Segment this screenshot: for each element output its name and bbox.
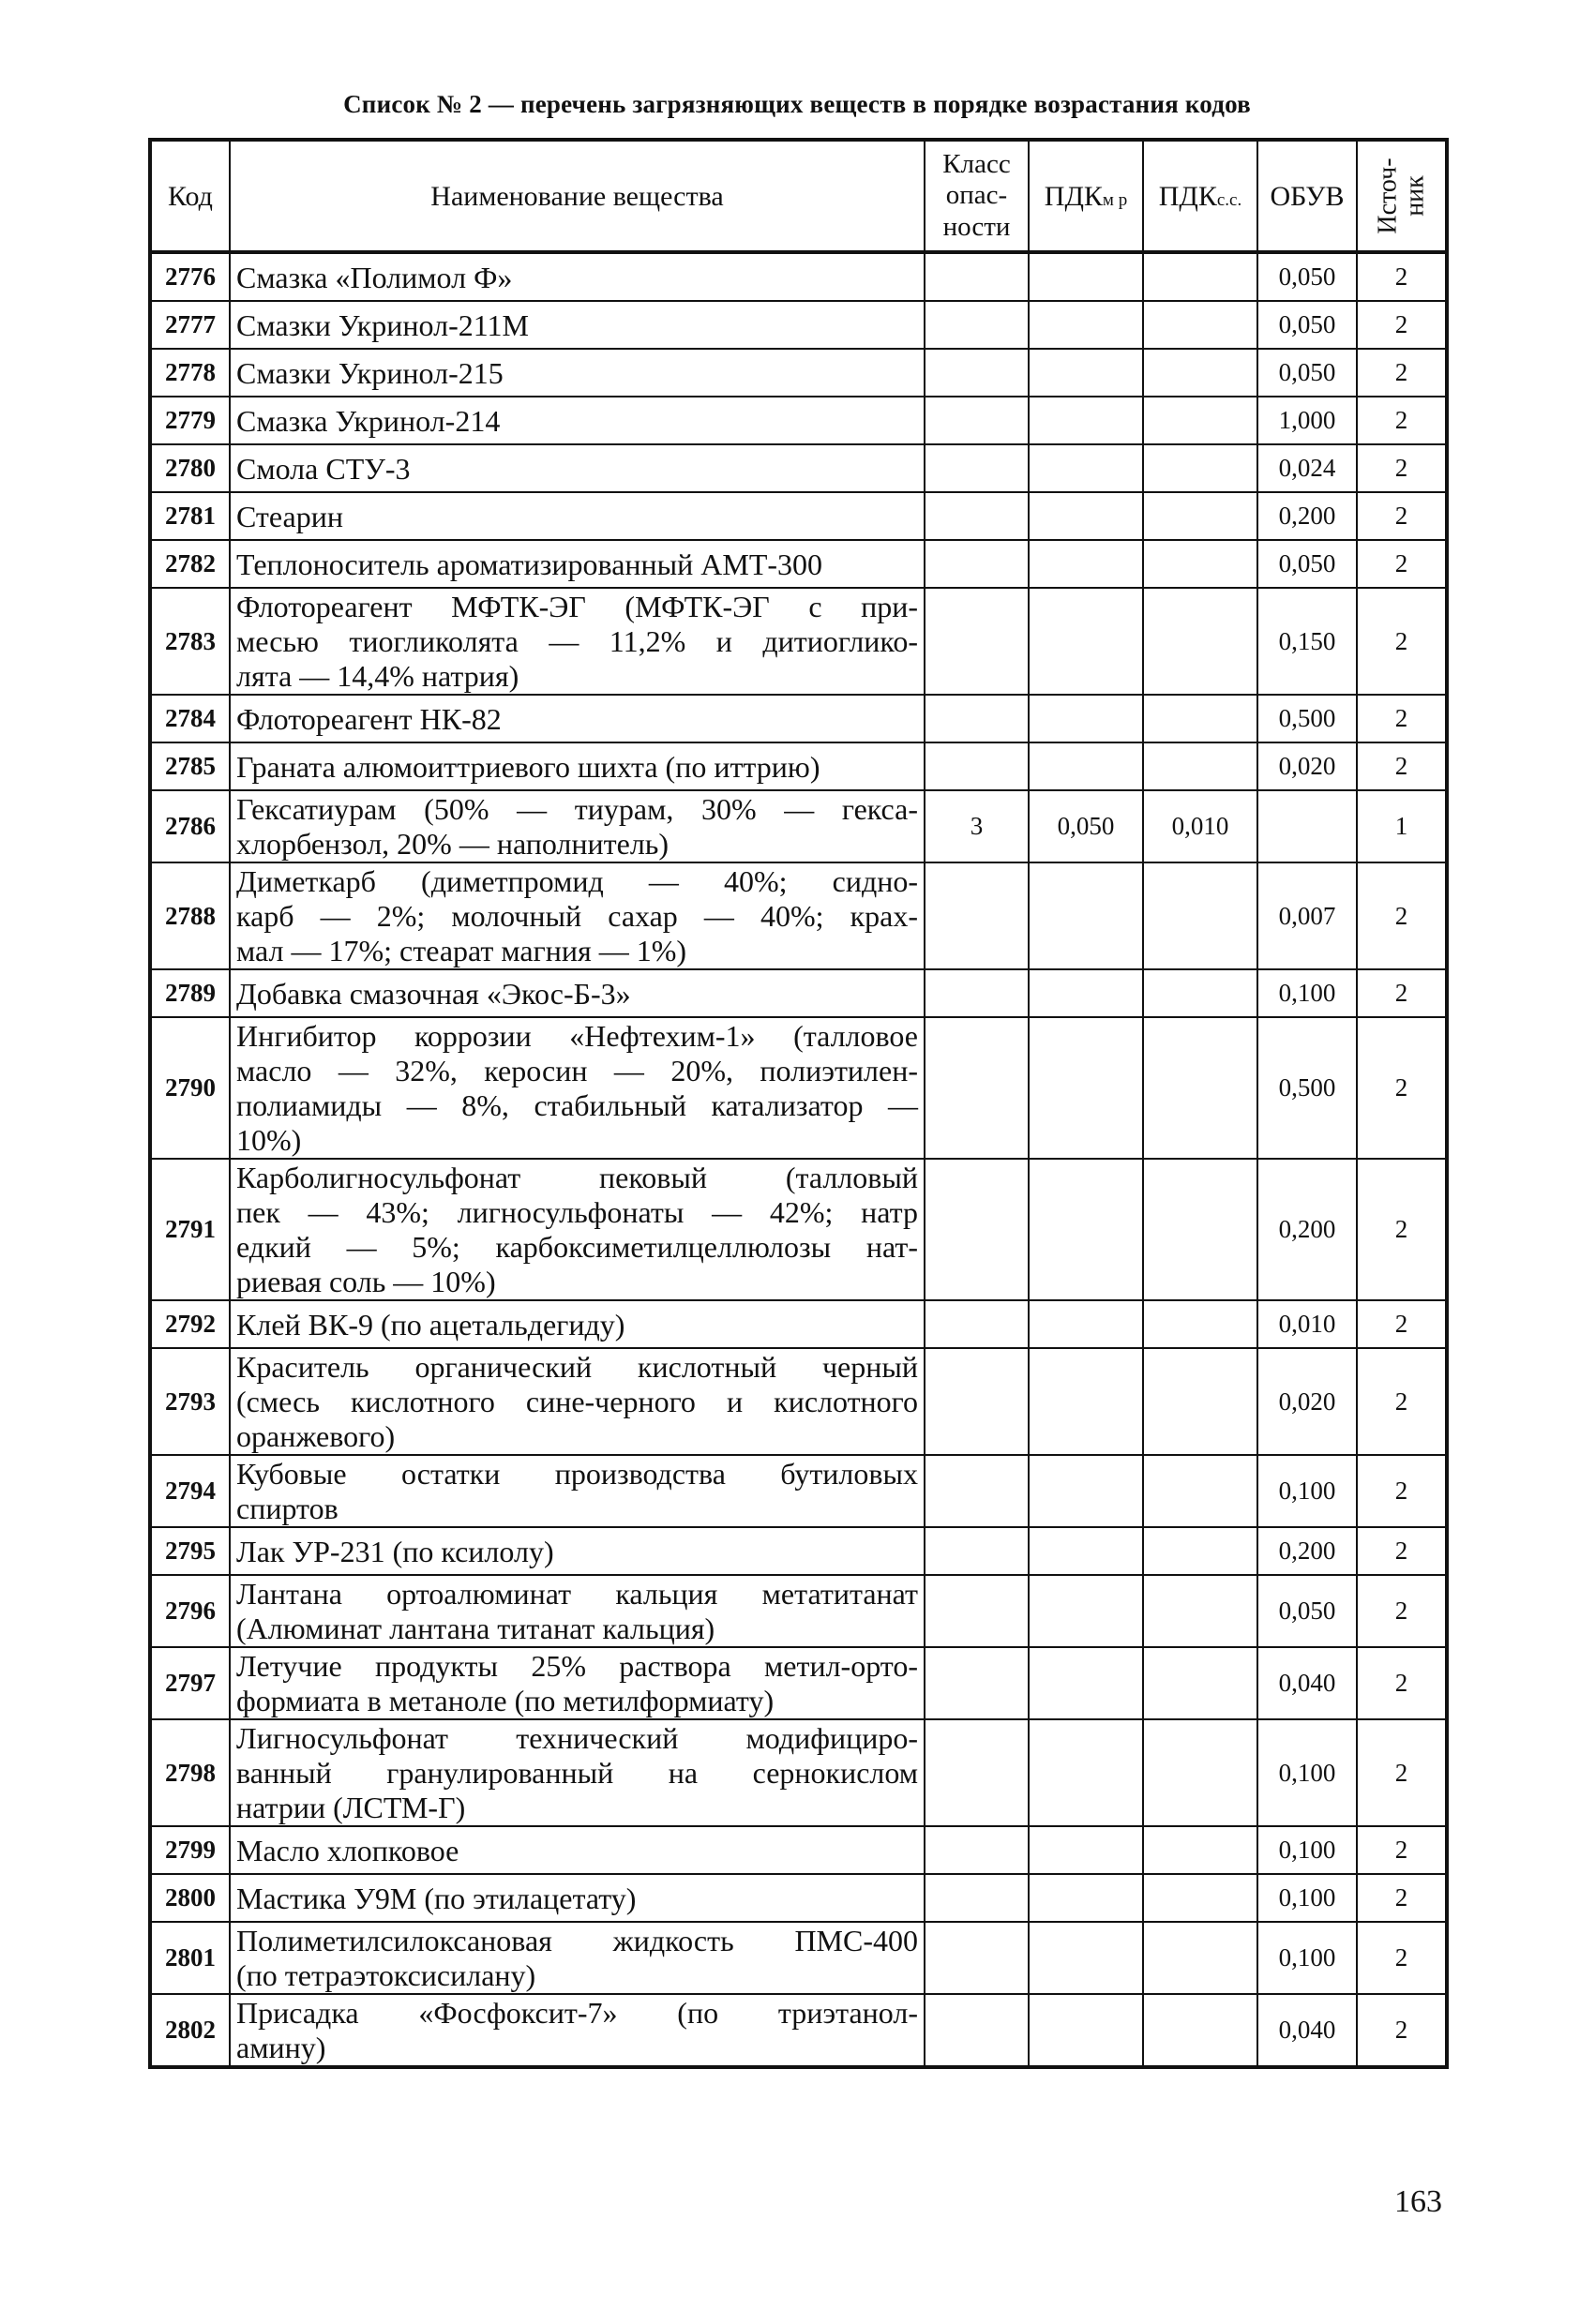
- row-pdk-ss: [1143, 588, 1257, 695]
- table-row: [152, 588, 1445, 695]
- row-hazard-class: [925, 252, 1029, 301]
- row-name-line: натрии (ЛСТМ-Г): [236, 1791, 466, 1824]
- row-pdk-mr: [1029, 1300, 1143, 1348]
- row-pdk-mr: [1029, 1874, 1143, 1922]
- row-name-line: Флотореагент МФТК-ЭГ (МФТК-ЭГ с при-: [236, 590, 918, 623]
- row-code: 2777: [152, 301, 230, 349]
- row-pdk-mr: [1029, 1455, 1143, 1527]
- row-name-line: оранжевого): [236, 1419, 396, 1453]
- row-code: 2798: [152, 1719, 230, 1826]
- row-pdk-ss: [1143, 695, 1257, 742]
- row-name: [230, 862, 925, 969]
- row-source: 2: [1357, 742, 1445, 790]
- row-code: 2778: [152, 349, 230, 397]
- row-pdk-mr: [1029, 1994, 1143, 2065]
- row-source: 2: [1357, 1922, 1445, 1994]
- table-body: [152, 252, 1445, 2065]
- row-code: 2795: [152, 1527, 230, 1575]
- row-name: [230, 1300, 925, 1348]
- row-source: 1: [1357, 790, 1445, 862]
- row-obuv: 0,050: [1257, 252, 1357, 301]
- row-name: [230, 252, 925, 301]
- row-obuv: 0,007: [1257, 862, 1357, 969]
- row-pdk-mr: [1029, 1719, 1143, 1826]
- table-row: [152, 862, 1445, 969]
- header-row: [152, 142, 1445, 252]
- row-obuv: 0,500: [1257, 1017, 1357, 1159]
- row-code: 2786: [152, 790, 230, 862]
- row-hazard-class: [925, 1159, 1029, 1300]
- row-obuv: 0,050: [1257, 540, 1357, 588]
- row-pdk-mr: [1029, 742, 1143, 790]
- row-obuv: 0,200: [1257, 1527, 1357, 1575]
- row-source: 2: [1357, 540, 1445, 588]
- table-row: [152, 252, 1445, 301]
- row-name: [230, 1719, 925, 1826]
- row-name-line: спиртов: [236, 1492, 339, 1525]
- row-source: 2: [1357, 492, 1445, 540]
- row-name-line: Масло хлопковое: [236, 1833, 459, 1867]
- row-source: 2: [1357, 1455, 1445, 1527]
- row-obuv: 0,500: [1257, 695, 1357, 742]
- row-name: [230, 397, 925, 444]
- row-pdk-mr: [1029, 1348, 1143, 1455]
- table-row: [152, 444, 1445, 492]
- row-source: 2: [1357, 862, 1445, 969]
- row-pdk-mr: [1029, 444, 1143, 492]
- row-name-line: 10%): [236, 1123, 302, 1157]
- header-pdk-mr-sub: м р: [1102, 189, 1128, 210]
- table-row: [152, 1575, 1445, 1647]
- row-name-line: амину): [236, 2031, 326, 2064]
- table-row: [152, 1527, 1445, 1575]
- table-row: [152, 492, 1445, 540]
- row-pdk-ss: [1143, 862, 1257, 969]
- row-pdk-ss: [1143, 301, 1257, 349]
- row-pdk-ss: [1143, 397, 1257, 444]
- table-row: [152, 695, 1445, 742]
- table-row: [152, 1348, 1445, 1455]
- row-name-line: Смазка «Полимол Ф»: [236, 260, 513, 294]
- row-code: 2801: [152, 1922, 230, 1994]
- row-name-line: Лигносульфонат технический модифициро-: [236, 1721, 918, 1755]
- row-name-line: Мастика У9М (по этилацетату): [236, 1881, 637, 1915]
- row-name-line: полиамиды — 8%, стабильный катализатор —: [236, 1088, 918, 1122]
- row-name-line: Полиметилсилоксановая жидкость ПМС-400: [236, 1924, 918, 1957]
- row-obuv: 0,100: [1257, 1719, 1357, 1826]
- row-pdk-mr: [1029, 397, 1143, 444]
- row-hazard-class: [925, 1719, 1029, 1826]
- row-name: [230, 695, 925, 742]
- row-name: [230, 1647, 925, 1719]
- row-name-line: пек — 43%; лигносульфонаты — 42%; натр: [236, 1195, 918, 1229]
- row-source: 2: [1357, 1527, 1445, 1575]
- row-code: 2776: [152, 252, 230, 301]
- header-name: Наименование вещества: [230, 142, 925, 252]
- row-name: [230, 1922, 925, 1994]
- row-pdk-ss: [1143, 1527, 1257, 1575]
- table-row: [152, 1994, 1445, 2065]
- row-code: 2791: [152, 1159, 230, 1300]
- row-obuv: 1,000: [1257, 397, 1357, 444]
- row-name-line: Смазки Укринол-215: [236, 355, 504, 390]
- table-row: [152, 1647, 1445, 1719]
- row-pdk-ss: [1143, 1300, 1257, 1348]
- row-name-line: Смазки Укринол-211М: [236, 307, 529, 342]
- row-code: 2785: [152, 742, 230, 790]
- row-obuv: 0,020: [1257, 1348, 1357, 1455]
- row-source: 2: [1357, 444, 1445, 492]
- row-code: 2790: [152, 1017, 230, 1159]
- row-hazard-class: [925, 1994, 1029, 2065]
- row-pdk-mr: [1029, 1647, 1143, 1719]
- row-obuv: 0,050: [1257, 301, 1357, 349]
- row-name: [230, 1575, 925, 1647]
- row-source: 2: [1357, 1994, 1445, 2065]
- row-obuv: 0,200: [1257, 492, 1357, 540]
- row-pdk-mr: [1029, 588, 1143, 695]
- row-code: 2802: [152, 1994, 230, 2065]
- row-pdk-mr: [1029, 301, 1143, 349]
- table-row: [152, 1300, 1445, 1348]
- row-hazard-class: [925, 444, 1029, 492]
- row-obuv: 0,100: [1257, 1874, 1357, 1922]
- row-code: 2780: [152, 444, 230, 492]
- table-row: [152, 1826, 1445, 1874]
- row-name-line: Теплоноситель ароматизированный АМТ-300: [236, 547, 823, 581]
- row-code: 2796: [152, 1575, 230, 1647]
- row-name-line: формиата в метаноле (по метилформиату): [236, 1684, 775, 1717]
- row-pdk-ss: [1143, 1348, 1257, 1455]
- table-row: [152, 1455, 1445, 1527]
- header-pdk-ss: [1143, 142, 1257, 252]
- row-name: [230, 969, 925, 1017]
- row-name: [230, 1994, 925, 2065]
- row-hazard-class: [925, 492, 1029, 540]
- row-pdk-ss: [1143, 1874, 1257, 1922]
- row-pdk-ss: [1143, 1017, 1257, 1159]
- table-row: [152, 1922, 1445, 1994]
- row-hazard-class: [925, 397, 1029, 444]
- row-source: 2: [1357, 1719, 1445, 1826]
- row-hazard-class: [925, 349, 1029, 397]
- row-pdk-ss: [1143, 540, 1257, 588]
- table-row: [152, 790, 1445, 862]
- row-obuv: 0,050: [1257, 1575, 1357, 1647]
- row-pdk-ss: [1143, 252, 1257, 301]
- row-name-line: Гексатиурам (50% — тиурам, 30% — гекса-: [236, 792, 918, 826]
- row-name: [230, 1874, 925, 1922]
- row-source: 2: [1357, 1017, 1445, 1159]
- row-obuv: 0,200: [1257, 1159, 1357, 1300]
- table-row: [152, 1874, 1445, 1922]
- row-obuv: 0,100: [1257, 1922, 1357, 1994]
- row-source: 2: [1357, 397, 1445, 444]
- row-pdk-ss: [1143, 1575, 1257, 1647]
- row-pdk-ss: [1143, 349, 1257, 397]
- row-code: 2799: [152, 1826, 230, 1874]
- row-name: [230, 540, 925, 588]
- row-hazard-class: [925, 301, 1029, 349]
- row-pdk-mr: [1029, 862, 1143, 969]
- table-row: [152, 1719, 1445, 1826]
- row-name: [230, 1527, 925, 1575]
- row-name: [230, 790, 925, 862]
- header-hazard-class-line: Класс: [942, 148, 1011, 179]
- row-hazard-class: [925, 1455, 1029, 1527]
- row-pdk-ss: [1143, 492, 1257, 540]
- row-name: [230, 1017, 925, 1159]
- table-row: [152, 349, 1445, 397]
- header-hazard-class-line: ности: [942, 211, 1011, 242]
- row-name: [230, 492, 925, 540]
- header-hazard-class-line: опас-: [945, 180, 1008, 211]
- row-obuv: 0,020: [1257, 742, 1357, 790]
- table-row: [152, 397, 1445, 444]
- row-source: 2: [1357, 1300, 1445, 1348]
- row-pdk-mr: [1029, 1527, 1143, 1575]
- table-row: [152, 969, 1445, 1017]
- row-pdk-ss: [1143, 969, 1257, 1017]
- row-name-line: Флотореагент НК-82: [236, 701, 502, 736]
- row-code: 2788: [152, 862, 230, 969]
- row-obuv: [1257, 790, 1357, 862]
- header-pdk-ss-main: ПДК: [1158, 180, 1217, 212]
- row-name: [230, 1826, 925, 1874]
- row-source: 2: [1357, 1575, 1445, 1647]
- row-source: 2: [1357, 1874, 1445, 1922]
- row-hazard-class: [925, 1874, 1029, 1922]
- table-row: [152, 301, 1445, 349]
- row-name-line: едкий — 5%; карбоксиметилцеллюлозы нат-: [236, 1230, 918, 1264]
- row-name-line: Кубовые остатки производства бутиловых: [236, 1457, 918, 1491]
- header-pdk-mr: [1029, 142, 1143, 252]
- row-pdk-mr: [1029, 252, 1143, 301]
- row-hazard-class: [925, 540, 1029, 588]
- row-hazard-class: [925, 1575, 1029, 1647]
- row-pdk-mr: [1029, 349, 1143, 397]
- row-name-line: Смола СТУ-3: [236, 451, 411, 486]
- row-name-line: Клей ВК-9 (по ацетальдегиду): [236, 1307, 625, 1342]
- row-name-line: Смазка Укринол-214: [236, 403, 501, 438]
- row-hazard-class: [925, 1017, 1029, 1159]
- row-pdk-mr: [1029, 695, 1143, 742]
- row-obuv: 0,100: [1257, 969, 1357, 1017]
- row-source: 2: [1357, 1348, 1445, 1455]
- row-source: 2: [1357, 301, 1445, 349]
- row-code: 2792: [152, 1300, 230, 1348]
- table-row: [152, 742, 1445, 790]
- row-name-line: Краситель органический кислотный черный: [236, 1350, 918, 1384]
- row-hazard-class: [925, 1300, 1029, 1348]
- row-pdk-mr: 0,050: [1029, 790, 1143, 862]
- row-pdk-ss: [1143, 1719, 1257, 1826]
- row-hazard-class: [925, 695, 1029, 742]
- row-name-line: месью тиогликолята — 11,2% и дитиоглико-: [236, 624, 918, 658]
- substances-table: [148, 138, 1449, 2069]
- row-hazard-class: [925, 742, 1029, 790]
- row-source: 2: [1357, 252, 1445, 301]
- row-code: 2784: [152, 695, 230, 742]
- row-obuv: 0,040: [1257, 1994, 1357, 2065]
- row-source: 2: [1357, 588, 1445, 695]
- row-code: 2789: [152, 969, 230, 1017]
- row-name: [230, 444, 925, 492]
- row-code: 2793: [152, 1348, 230, 1455]
- header-source-line: ник: [1400, 175, 1430, 217]
- row-obuv: 0,024: [1257, 444, 1357, 492]
- row-name-line: Лантана ортоалюминат кальция метатитанат: [236, 1577, 918, 1611]
- header-pdk-ss-sub: с.с.: [1216, 189, 1242, 210]
- row-name-line: Добавка смазочная «Экос-Б-3»: [236, 976, 631, 1011]
- row-name-line: Стеарин: [236, 499, 343, 533]
- row-name-line: Лак УР-231 (по ксилолу): [236, 1534, 554, 1568]
- row-pdk-mr: [1029, 1159, 1143, 1300]
- header-source-line: Источ-: [1373, 157, 1403, 234]
- row-pdk-ss: [1143, 1826, 1257, 1874]
- header-hazard-class: [925, 142, 1029, 252]
- table-row: [152, 1159, 1445, 1300]
- row-name-line: Карболигносульфонат пековый (талловый: [236, 1161, 918, 1194]
- row-code: 2782: [152, 540, 230, 588]
- row-obuv: 0,100: [1257, 1455, 1357, 1527]
- row-pdk-ss: [1143, 1159, 1257, 1300]
- row-name: [230, 588, 925, 695]
- row-name: [230, 742, 925, 790]
- header-code: Код: [152, 142, 230, 252]
- header-pdk-mr-main: ПДК: [1044, 180, 1103, 212]
- header-obuv: ОБУВ: [1257, 142, 1357, 252]
- row-obuv: 0,150: [1257, 588, 1357, 695]
- page-title: Список № 2 — перечень загрязняющих веществ в порядке возрастания кодов: [343, 90, 1251, 118]
- row-source: 2: [1357, 969, 1445, 1017]
- row-source: 2: [1357, 1826, 1445, 1874]
- row-source: 2: [1357, 1647, 1445, 1719]
- table-row: [152, 1017, 1445, 1159]
- row-hazard-class: 3: [925, 790, 1029, 862]
- row-hazard-class: [925, 1922, 1029, 1994]
- row-name: [230, 301, 925, 349]
- row-name: [230, 1455, 925, 1527]
- row-code: 2800: [152, 1874, 230, 1922]
- row-pdk-mr: [1029, 492, 1143, 540]
- row-name-line: ванный гранулированный на сернокислом: [236, 1756, 918, 1790]
- row-obuv: 0,050: [1257, 349, 1357, 397]
- row-name: [230, 1348, 925, 1455]
- row-hazard-class: [925, 969, 1029, 1017]
- row-name: [230, 349, 925, 397]
- row-hazard-class: [925, 862, 1029, 969]
- row-name-line: хлорбензол, 20% — наполнитель): [236, 827, 670, 861]
- row-name-line: (смесь кислотного сине-черного и кислотного: [236, 1385, 918, 1418]
- row-name-line: Диметкарб (диметпромид — 40%; сидно-: [236, 864, 918, 898]
- row-name-line: Летучие продукты 25% раствора метил-орто-: [236, 1649, 918, 1683]
- row-code: 2781: [152, 492, 230, 540]
- row-code: 2779: [152, 397, 230, 444]
- row-obuv: 0,100: [1257, 1826, 1357, 1874]
- row-pdk-mr: [1029, 969, 1143, 1017]
- row-pdk-ss: [1143, 1647, 1257, 1719]
- row-hazard-class: [925, 1826, 1029, 1874]
- row-hazard-class: [925, 588, 1029, 695]
- row-source: 2: [1357, 349, 1445, 397]
- row-code: 2797: [152, 1647, 230, 1719]
- page-number: 163: [1394, 2184, 1442, 2219]
- row-pdk-ss: [1143, 1922, 1257, 1994]
- row-pdk-ss: [1143, 1455, 1257, 1527]
- row-obuv: 0,010: [1257, 1300, 1357, 1348]
- row-pdk-mr: [1029, 540, 1143, 588]
- row-name-line: Граната алюмоиттриевого шихта (по иттрию): [236, 749, 820, 784]
- row-pdk-ss: 0,010: [1143, 790, 1257, 862]
- row-hazard-class: [925, 1527, 1029, 1575]
- row-name: [230, 1159, 925, 1300]
- row-name-line: Присадка «Фосфоксит-7» (по триэтанол-: [236, 1996, 918, 2030]
- row-pdk-mr: [1029, 1922, 1143, 1994]
- row-source: 2: [1357, 1159, 1445, 1300]
- row-name-line: мал — 17%; стеарат магния — 1%): [236, 934, 687, 967]
- row-name-line: лята — 14,4% натрия): [236, 659, 519, 693]
- header-source: [1357, 142, 1445, 252]
- row-pdk-ss: [1143, 1994, 1257, 2065]
- row-code: 2794: [152, 1455, 230, 1527]
- row-name-line: Ингибитор коррозии «Нефтехим-1» (талловое: [236, 1019, 918, 1053]
- row-pdk-mr: [1029, 1017, 1143, 1159]
- row-name-line: риевая соль — 10%): [236, 1265, 496, 1298]
- row-hazard-class: [925, 1348, 1029, 1455]
- row-pdk-ss: [1143, 444, 1257, 492]
- row-name-line: масло — 32%, керосин — 20%, полиэтилен-: [236, 1054, 918, 1087]
- row-pdk-ss: [1143, 742, 1257, 790]
- row-name-line: карб — 2%; молочный сахар — 40%; крах-: [236, 899, 918, 933]
- row-hazard-class: [925, 1647, 1029, 1719]
- table-row: [152, 540, 1445, 588]
- row-code: 2783: [152, 588, 230, 695]
- row-name-line: (по тетраэтоксисилану): [236, 1958, 536, 1992]
- row-name-line: (Алюминат лантана титанат кальция): [236, 1612, 715, 1645]
- row-source: 2: [1357, 695, 1445, 742]
- row-obuv: 0,040: [1257, 1647, 1357, 1719]
- row-pdk-mr: [1029, 1575, 1143, 1647]
- row-pdk-mr: [1029, 1826, 1143, 1874]
